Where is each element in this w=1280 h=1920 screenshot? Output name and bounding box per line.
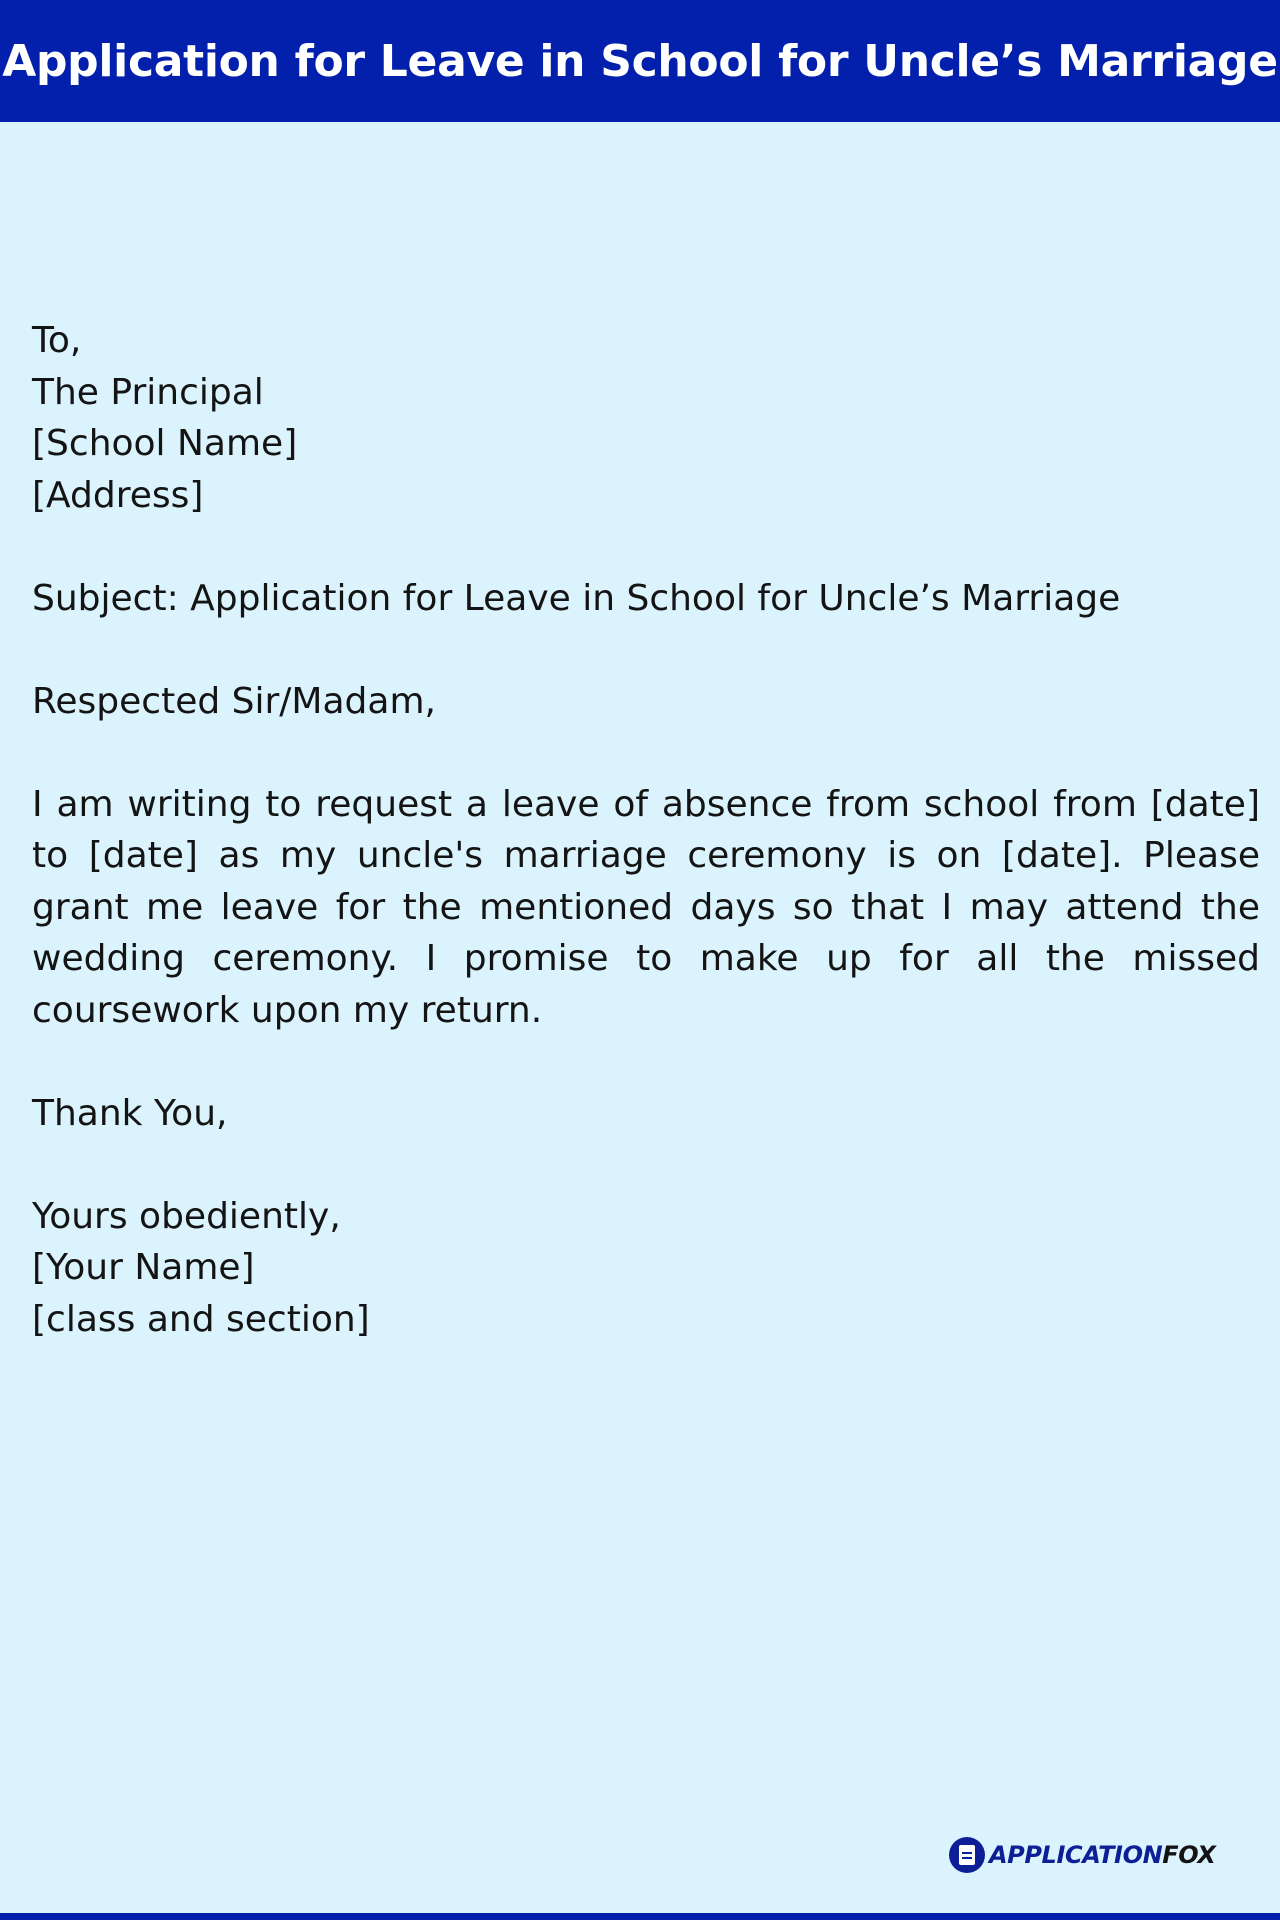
header-banner [0, 0, 1280, 122]
spacer [32, 1139, 1260, 1191]
spacer [32, 727, 1260, 779]
page-title: Application for Leave in School for Uncle’s Marriage [2, 35, 1278, 87]
school-name: [School Name] [32, 423, 298, 464]
address: [Address] [32, 474, 204, 516]
your-name: [Your Name] [32, 1247, 255, 1288]
class-section: [class and section] [32, 1298, 370, 1340]
spacer [32, 1036, 1260, 1088]
greeting: Respected Sir/Madam, [32, 680, 436, 722]
applicationfox-logo [949, 1837, 1216, 1873]
logo-word-fox: FOX [1162, 1841, 1216, 1869]
bottom-rule [0, 1913, 1280, 1920]
recipient: The Principal [32, 371, 264, 413]
logo-wordmark [989, 1841, 1216, 1869]
closing-line: Yours obediently, [32, 1195, 341, 1237]
logo-word-application: APPLICATION [989, 1841, 1163, 1869]
spacer [32, 624, 1260, 676]
spacer [32, 521, 1260, 573]
subject-line: Subject: Application for Leave in School for Uncle’s Marriage [32, 577, 1121, 619]
letter-body [32, 315, 1260, 1345]
body-paragraph: I am writing to request a leave of absence from school from [date] to [date] as my uncle's marriage ceremony is on [date]. Please grant me leave for the mentioned days so that I may attend the wedding ceremony. I promise to make up for all the missed coursework upon my return. [32, 783, 1260, 1031]
document-icon [949, 1837, 985, 1873]
salutation-to: To, [32, 320, 82, 361]
thanks-line: Thank You, [32, 1092, 228, 1134]
